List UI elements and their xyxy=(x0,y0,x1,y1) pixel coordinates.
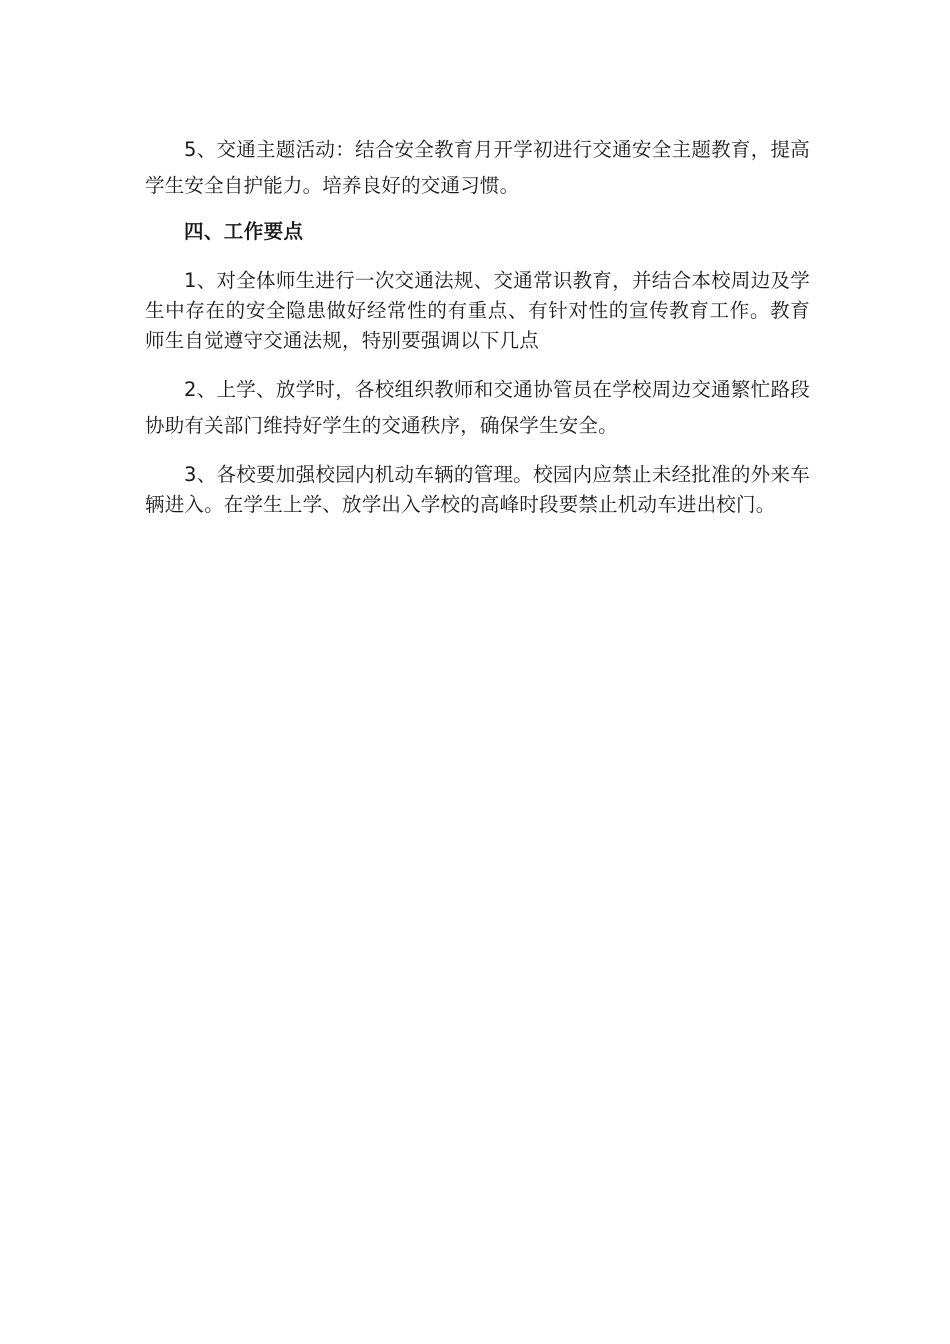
paragraph-item-5: 5、交通主题活动：结合安全教育月开学初进行交通安全主题教育，提高学生安全自护能力。培养良好的交通习惯。 xyxy=(145,138,810,197)
paragraph-spacer xyxy=(145,356,810,372)
paragraph-spacer xyxy=(145,204,810,214)
paragraph-item-2: 2、上学、放学时，各校组织教师和交通协管员在学校周边交通繁忙路段协助有关部门维持好学生的交通秩序，确保学生安全。 xyxy=(145,378,810,437)
paragraph-spacer xyxy=(145,444,810,460)
paragraph-item-3: 3、各校要加强校园内机动车辆的管理。校园内应禁止未经批准的外来车辆进入。在学生上学、放学出入学校的高峰时段要禁止机动车进出校门。 xyxy=(145,463,810,516)
paragraph-item-1: 1、对全体师生进行一次交通法规、交通常识教育，并结合本校周边及学生中存在的安全隐患做好经常性的有重点、有针对性的宣传教育工作。教育师生自觉遵守交通法规，特别要强调以下几点 xyxy=(145,269,810,352)
section-heading-work-points: 四、工作要点 xyxy=(184,220,304,243)
document-body xyxy=(145,132,810,520)
paragraph-spacer xyxy=(145,250,810,266)
